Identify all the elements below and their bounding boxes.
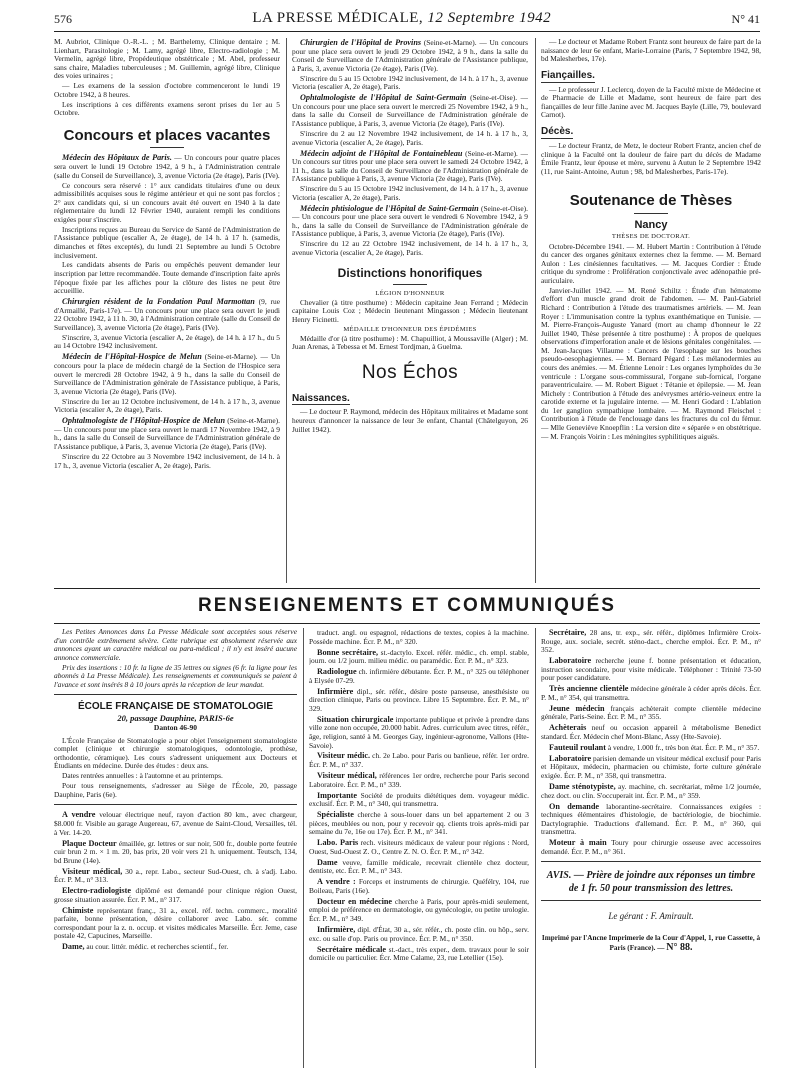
column-rule xyxy=(303,628,304,1068)
classified-text: st.-dact., très exper., dem. travaux pour le soir domicile ou particulier. Écr. Mme Calame, 23, rue Letellier (15e). xyxy=(309,944,529,963)
paragraph: S'inscrire du 5 au 15 Octobre 1942 inclusivement, de 14 h. à 17 h., 3, avenue Victoria (escalier A, 2e étage), Paris. xyxy=(292,184,528,202)
classified-keyword: A vendre xyxy=(62,810,96,820)
text: (Seine-et-Oise). — Un concours pour une place sera ouvert le mercredi 25 Novembre 1942, à 9 h., dans la salle du Conseil de Surveillance de l'Administration générale de l'Assistance publique, à Paris, 3, avenue Victoria (2e étage), Paris (IVe). xyxy=(292,93,528,128)
issue-date: 12 Septembre 1942 xyxy=(427,10,552,26)
classified-keyword: Importante xyxy=(317,790,358,800)
classified-ad xyxy=(309,751,529,769)
classified-text: 28 ans, tr. exp., sér. référ., diplômes Infirmière Croix-Rouge, aux. sociale, secrét. sténo-dact., cherche emploi. Écr. P. M., n° 352. xyxy=(541,628,761,655)
classified-keyword: Spécialiste xyxy=(317,810,354,820)
classified-text: importante publique et privée à prendre dans ville zone non occupée, 20.000 habit. Adres. curriculum avec titres, référ., âge, religion, santé à M. Georges Gay, ingénieur-agronome, Vallons (Hte-Savoie). xyxy=(309,714,529,750)
issue-number: N° 41 xyxy=(731,12,760,26)
subheading-doctorat: THÈSES DE DOCTORAT. xyxy=(611,233,691,241)
paragraph: Chevalier (à titre posthume) : Médecin capitaine Jean Ferrand ; Médecin capitaine Louis Coz ; Médecin lieutenant Mingasson ; Médecin lieutenant Henry Ficinetti. xyxy=(292,297,528,324)
classified-text: cherche à Paris, pour après-midi seulement, emploi de préférence en dermatologie, ou gynécologie, ou petite urologie. Écr. P. M., n° 349. xyxy=(309,896,529,924)
divider xyxy=(54,694,297,695)
classified-ad xyxy=(541,743,761,753)
classified-keyword: Jeune médecin xyxy=(549,703,605,713)
classified-ad xyxy=(309,897,529,924)
paragraph: Pour tous renseignements, s'adresser au Siège de l'École, 20, passage Dauphine, Paris (6e). xyxy=(54,781,297,799)
paragraph: Janvier-Juillet 1942. — M. René Schiltz : Étude d'un hématome d'effort d'un muscle grand droit de l'abdomen. — M. Paul-Gabriel Richard : Contribution à l'étude des traumatismes artériels. — M. Jean Royer : L'immunisation contre la typhus exanthématique en Tunisie. — M. Pierre-François-Auguste Yanard (mort au champ d'honneur le 22 Juillet 1940, Thèse présentée à titre posthume) : À propos de quelques observations d'imperforation anale et de lésions génitales congénitales. — M. Jean-Jacques Villaume : Cancers de l'œsophage sur les bouches pseudo-oesophagiennes. — M. Bernard Pégard : Les mélanodermies au cours des anémies. — M. Étienne Lenoir : Les organes lymphoïdes du 3e ventricule : L'organe sous-commissural, l'organe sub-fornical, l'organe paraventriculaire. — M. Robert Biguet : Tétanie et épilepsie. — M. Jean Michely : Contribution à l'étude des anévrysmes artério-veineux entre la carotide externe et la jugulaire interne. — M. Henri Godard : L'ablation du 1er ganglion sympathique lombaire. — M. Raymond Fleischel : Contribution à l'étude de l'enclouage dans les fractures du col du fémur. — Mlle Geneviève Knoepflin : La version dite « séparée » en obstétrique. — M. François Voirin : Les méningites syphilitiques aiguës. xyxy=(541,285,761,441)
subheading-deces: Décès. xyxy=(541,126,574,138)
classified-text: dipl. d'État, 30 a., sér. référ., ch. poste clin. ou hôp., serv. exc. ou salle d'op. Paris ou province. Écr. P. M., n° 350. xyxy=(309,925,529,943)
classified-ad xyxy=(309,667,529,685)
classified-keyword: Chimiste xyxy=(62,905,94,915)
classified-text: à vendre, 1.000 fr., très bon état. Écr. P. M., n° 357. xyxy=(607,742,760,752)
paragraph: Prix des insertions : 10 fr. la ligne de 35 lettres ou signes (6 fr. la ligne pour les abonnés à La Presse Médicale). Les renseignements et communiqués se paient à l'avance et sont insérés 8 à 10 jours après la réception de leur mandat. xyxy=(54,662,297,689)
classified-ad xyxy=(309,810,529,837)
classified-keyword: Visiteur médical, xyxy=(62,866,123,876)
classified-text: ch. infirmière débutante. Écr. P. M., n° 325 ou téléphoner à Elysée 07-29. xyxy=(309,667,529,685)
classified-ad xyxy=(54,942,297,952)
classified-ad xyxy=(309,648,529,666)
classified-text: veuve, famille médicale, recevrait clientèle chez docteur, dentiste, etc. Écr. P. M., n° 343. xyxy=(309,857,529,876)
classified-keyword: On demande xyxy=(549,801,600,811)
classified-text: traduct. angl. ou espagnol, rédactions de textes, copies à la machine. Possède machine. Écr. P. M., n° 320. xyxy=(309,628,529,646)
classified-ad xyxy=(309,877,529,895)
paragraph: S'inscrire du 2 au 12 Novembre 1942 inclusivement, de 14 h. à 17 h., 3, avenue Victoria (escalier A, 2e étage), Paris. xyxy=(292,128,528,147)
column-middle xyxy=(292,38,528,586)
text: — Un concours pour quatre places sera ouvert le lundi 19 Octobre 1942, à 9 h., à l'Administration centrale (salle du Conseil de Surveillance), 3, avenue Victoria (2e étage), Paris (IVe). xyxy=(54,153,280,180)
classified-keyword: Visiteur médic. xyxy=(317,751,371,761)
classified-text: 30 a., repr. Labo., secteur Sud-Ouest, ch. à s'adj. Labo. Écr. P. M., n° 313. xyxy=(54,866,297,885)
classified-keyword: Infirmière xyxy=(317,686,354,696)
classified-ad xyxy=(309,628,529,646)
classified-ad xyxy=(541,704,761,722)
column-right xyxy=(541,38,761,586)
classified-keyword: Dame, xyxy=(62,942,85,952)
classified-ad xyxy=(54,839,297,866)
paragraph: Les Petites Annonces dans La Presse Médicale sont acceptées sous réserve d'un contrôle extrêmement sévère. Cette rubrique est absolument réservée aux annonces ayant un caractère médical ou para-médical ; il n'y est inséré aucune annonce commerciale. xyxy=(54,628,297,662)
ecole-title: ÉCOLE FRANÇAISE DE STOMATOLOGIE xyxy=(77,701,273,713)
classified-keyword: Moteur à main xyxy=(549,838,607,848)
paragraph: L'École Française de Stomatologie a pour objet l'enseignement stomatologiste complet (clinique et chirurgie stomatologiques, odontologie, prothèse, orthodontie, céramique). Les cours s'adressent uniquement aux Docteurs et Étudiants en médecine. Durée des études : deux ans. xyxy=(54,735,297,771)
column-rule xyxy=(286,38,287,583)
renseignements-title: RENSEIGNEMENTS ET COMMUNIQUÉS xyxy=(54,588,760,624)
section-title-concours: Concours et places vacantes xyxy=(63,126,271,144)
classified-text: ay. machine, ch. secrétariat, même 1/2 journée, chez doct. ou clin. S'occuperait int. Écr. P. M., n° 359. xyxy=(541,781,761,800)
heading: Ophtalmologiste de l'Hôpital-Hospice de Melun xyxy=(62,416,226,426)
paragraph: Ce concours sera réservé : 1° aux candidats titulaires d'une ou deux admissibilités acquises sous le régime antérieur et qui ne sont pas forclos ; 2° aux candidats qui, si un concours avait été ouvert en 1940 à la date réglementaire du lundi 12 Février 1940, auraient rempli les conditions exigées pour s'inscrire. xyxy=(54,180,280,224)
paragraph: — Le docteur et Madame Robert Frantz sont heureux de faire part de la naissance de leur 6e enfant, Marie-Lorraine (Paris, 7 Septembre 1942, 98, bd Malesherbes, 17e). xyxy=(541,38,761,64)
classified-keyword: Achèterais xyxy=(549,723,587,733)
classified-ad xyxy=(54,867,297,885)
heading: Ophtalmologiste de l'Hôpital de Saint-Germain xyxy=(300,93,467,103)
avis-notice: AVIS. — Prière de joindre aux réponses un timbre de 1 fr. 50 pour transmission des lettres. xyxy=(546,870,756,894)
heading: Médecin de l'Hôpital-Hospice de Melun xyxy=(62,352,202,362)
classified-ad xyxy=(309,791,529,809)
classified-text: laborantine-secrétaire. Connaissances exigées : techniques élémentaires d'histologie, de bactériologie, de biochimie. Dactylographie. Traductions d'allemand. Écr. P. M., n° 360, qui transmettra. xyxy=(541,801,761,837)
classified-text: parisien demande un visiteur médical exclusif pour Paris et Hôpitaux, médecin, pharmacien ou chimiste, forte culture générale exigée. Écr. P. M., n° 358, qui transmettra. xyxy=(541,753,761,781)
paragraph: S'inscrire du 22 Octobre au 3 Novembre 1942 inclusivement, de 14 h. à 17 h., 3, avenue Victoria (escalier A, 2e étage), Paris. xyxy=(54,451,280,470)
paragraph: S'inscrire, 3, avenue Victoria (escalier A, 2e étage), de 14 h. à 17 h., du 5 au 14 Octobre 1942 inclusivement. xyxy=(54,332,280,351)
paragraph: — Le professeur J. Leclercq, doyen de la Faculté mixte de Médecine et de Pharmacie de Lille et Madame, sont heureux de faire part des fiançailles de leur fille Janine avec M. Jacques Bayle (Lille, 79, boulevard Carnot). xyxy=(541,84,761,120)
paragraph: — Les examens de la session d'octobre commenceront le lundi 19 Octobre 1942, à 8 heures. xyxy=(54,81,280,99)
gerant-signature: Le gérant : F. Amirault. xyxy=(608,911,694,922)
classified-keyword: Labo. Paris xyxy=(317,838,359,848)
subheading-legion: LÉGION D'HONNEUR xyxy=(375,289,445,297)
text: (Seine-et-Marne). — Un concours pour la place de médecin chargé de la Section de l'Hospice sera ouvert le mercredi 28 Octobre 1942, à 9 h., dans la salle du Conseil de Surveillance de l'Administration générale de l'Assistance publique, à Paris, 3, avenue Victoria (2e étage), Paris (IVe). xyxy=(54,352,280,396)
text: (9, rue d'Armaillé, Paris-17e). — Un concours pour une place sera ouvert le jeudi 22 Octobre 1942, à 11 h. 30, à l'Administration centrale (salle du Conseil de Surveillance), 3, avenue Victoria (2e étage), Paris (IVe). xyxy=(54,297,280,332)
text: (Seine-et-Marne). — Un concours pour une place sera ouvert le mardi 17 Novembre 1942, à 9 h., dans la salle du Conseil de Surveillance de l'Administration générale de l'Assistance publique, à Paris, 3, avenue Victoria (2e étage), Paris (IVe). xyxy=(54,416,280,451)
divider xyxy=(393,284,427,285)
journal-name: LA PRESSE MÉDICALE, xyxy=(252,10,424,26)
column-rule xyxy=(535,38,536,583)
classified-keyword: Docteur en médecine xyxy=(317,896,393,906)
text: (Seine-et-Oise). — Un concours pour une place sera ouvert le vendredi 6 Novembre 1942, à 9 h., dans la salle du Conseil de Surveillance de l'Administration générale de l'Assistance publique, à Paris, 3, avenue Victoria (2e étage), Paris (IVe). xyxy=(292,203,528,239)
classified-text: dipl., sér. référ., désire poste panseuse, anesthésiste ou direction clinique, Paris ou province. Libre 15 Septembre. Écr. P. M., n° 329. xyxy=(309,686,529,713)
classified-ad xyxy=(309,687,529,714)
classified-text: représentant franç., 31 a., excel. réf. techn. commerc., moralité parfaite, bonne présentation, désire collaborer avec Labo. sér. comme correspondant pour la z. n. occup. et visites médicales Marseille. Écr. Jeme, case postale 42, Capucines, Marseille. xyxy=(54,905,297,941)
classified-ad xyxy=(54,906,297,941)
classified-text: recherche jeune f. bonne présentation et éducation, instruction secondaire, pour visite médicale. Téléphoner : Trinité 73-50 pour poser candidature. xyxy=(541,656,761,683)
classified-text: références 1er ordre, recherche pour Paris second Laboratoire. Écr. P. M., n° 339. xyxy=(309,771,529,789)
paragraph: — Le docteur Frantz, de Metz, le docteur Robert Frantz, ancien chef de clinique à la Faculté ont la douleur de faire part du décès de Madame Émile Frantz, leur épouse et mère, survenu à Autun le 2 Septembre 1942 (11, rue Saint-Antoine, Autun ; 98, bd Malesherbes, Paris-17e). xyxy=(541,141,761,176)
paragraph: M. Aubriot, Clinique O.-R.-L. ; M. Barthelemy, Clinique dentaire ; M. Lienhart, Parasitologie ; M. Lamy, agrégé libre, Electro-radiologie ; M. Vermelin, agrégé libre, Propédeutique obstétricale ; M. Abel, professeur sans chaire, Maladies tuberculeuses ; M. Guillemin, agrégé libre, Clinique des voies urinaires ; xyxy=(54,38,280,81)
classified-keyword: Radiologue xyxy=(317,667,357,677)
classified-list xyxy=(54,810,297,952)
divider xyxy=(54,804,297,805)
divider xyxy=(150,147,184,148)
section-title-echos: Nos Échos xyxy=(361,361,459,383)
subheading-naissances: Naissances. xyxy=(292,392,350,404)
paragraph: Les candidats absents de Paris ou empêchés peuvent demander leur inscription par lettre recommandée. Toute demande d'inscription faite après l'époque fixée par les affiches pour la clôture des listes ne peut être accueillie. xyxy=(54,260,280,296)
classified-text: français achèterait compte clientèle médecine générale, Paris-Seine. Écr. P. M., n° 355. xyxy=(541,703,761,722)
classified-ad xyxy=(541,802,761,837)
classified-text: Toury pour chirurgie osseuse avec accessoires demandé. Écr. P. M., n° 361. xyxy=(541,838,761,856)
ads-column-left xyxy=(54,628,297,1076)
classified-keyword: Visiteur médical, xyxy=(317,771,377,781)
page-header xyxy=(54,8,760,32)
section-title-theses: Soutenance de Thèses xyxy=(569,192,733,210)
classified-keyword: Situation chirurgicale xyxy=(317,714,394,724)
paragraph: S'inscrire du 5 au 15 Octobre 1942 inclusivement, de 14 h. à 17 h., 3, avenue Victoria (escalier A, 2e étage), Paris. xyxy=(292,73,528,92)
classified-keyword: Electro-radiologiste xyxy=(62,886,131,896)
classified-ad xyxy=(309,945,529,963)
heading: Médecin adjoint de l'Hôpital de Fontainebleau xyxy=(300,148,463,158)
printer-number: N° 88. xyxy=(666,942,693,954)
classified-list xyxy=(309,628,529,963)
classified-keyword: Plaque Docteur xyxy=(62,838,117,848)
printer-text: Imprimé par l'Ancne Imprimerie de la Cour d'Appel, 1, rue Cassette, à Paris (France). — xyxy=(541,933,761,953)
text: (Seine-et-Marne). — Un concours pour une place sera ouvert le jeudi 29 Octobre 1942, à 9 h., dans la salle du Conseil de Surveillance de l'Administration générale de l'Assistance publique, à Paris, 3, avenue Victoria (2e étage), Paris (IVe). xyxy=(292,38,528,73)
paragraph: Médaille d'or (à titre posthume) : M. Chapuilliot, à Moussaville (Alger) ; M. Juan Arenas, à Tebessa et M. Ernest Tordjman, à Guelma. xyxy=(292,333,528,352)
paragraph: S'inscrire du 12 au 22 Octobre 1942 inclusivement, de 14 h. à 17 h., 3, avenue Victoria (escalier A, 2e étage), Paris. xyxy=(292,239,528,258)
classified-ad xyxy=(541,723,761,741)
ecole-telephone: Danton 46-90 xyxy=(153,722,198,732)
classified-keyword: Laboratoire xyxy=(549,656,592,666)
printer-imprint xyxy=(541,934,761,954)
classified-keyword: Très ancienne clientèle xyxy=(549,684,629,694)
classified-ad xyxy=(54,810,297,837)
classified-list xyxy=(541,628,761,856)
page-number: 576 xyxy=(54,12,72,26)
paragraph: S'inscrire du 1er au 12 Octobre inclusivement, de 14 h. à 17 h., 3, avenue Victoria (escalier A, 2e étage), Paris. xyxy=(54,396,280,415)
text: (Seine-et-Marne). — Un concours sur titres pour une place sera ouvert le samedi 24 Octobre 1942, à 11 h., dans la salle du Conseil de Surveillance de l'Administration générale de l'Assistance publique à Paris, 3, avenue Victoria (2e étage), Paris (IVe). xyxy=(292,148,528,184)
classified-text: médecine générale à céder après décès. Écr. P. M., n° 354, qui transmettra. xyxy=(541,684,761,702)
journal-title xyxy=(252,10,551,27)
classified-ad xyxy=(309,771,529,789)
classified-ad xyxy=(309,925,529,943)
classified-keyword: Dame xyxy=(317,857,338,867)
ads-column-right xyxy=(541,628,761,1076)
classified-ad xyxy=(54,886,297,904)
classified-keyword: A vendre : xyxy=(317,877,356,887)
classified-ad xyxy=(541,838,761,856)
column-rule xyxy=(535,628,536,1068)
classified-ad xyxy=(541,782,761,800)
divider xyxy=(541,861,761,862)
paragraph: Dates rentrées annuelles : à l'automne et au printemps. xyxy=(62,771,223,781)
classified-ad xyxy=(541,628,761,655)
classified-ad xyxy=(541,754,761,781)
paragraph: Octobre-Décembre 1941. — M. Hubert Martin : Contribution à l'étude du cancer des organes génitaux externes chez la femme. — M. Bernard Aulon : Les cinésiennes facultatives. — M. Jacques Cordier : Étude critique du syndrome : Prolifération conjonctivale avec adénopathie pré-auriculaire. xyxy=(541,241,761,285)
classified-ad xyxy=(541,656,761,683)
heading: Médecin des Hôpitaux de Paris. xyxy=(62,153,172,163)
divider xyxy=(541,900,761,901)
classified-text: au cour. littér. médic. et recherches scientif., fer. xyxy=(86,942,229,952)
heading: Chirurgien résident de la Fondation Paul Marmottan xyxy=(62,297,255,307)
column-left xyxy=(54,38,280,586)
classified-keyword: Laboratoire xyxy=(549,753,592,763)
classified-keyword: Dame sténotypiste, xyxy=(549,781,616,791)
classified-keyword: Fauteuil roulant xyxy=(549,742,606,752)
ecole-address: 20, passage Dauphine, PARIS-6e xyxy=(117,713,234,724)
heading: Chirurgien de l'Hôpital de Provins xyxy=(300,38,422,47)
classified-text: velouar électrique neuf, rayon d'action 80 km., avec chargeur, $8.000 fr. Visible au garage Augereau, 67, avenue de Saint-Cloud, Versailles, tél. à Ver. 14-20. xyxy=(54,810,297,837)
ads-column-middle xyxy=(309,628,529,1076)
classified-text: cherche à sous-louer dans un bel appartement 2 ou 3 pièces, meublées ou non, pour y recevoir qq. clients trois après-midi par semaine du 7e, 16e ou 17e). Écr. P. M., n° 341. xyxy=(309,810,529,837)
classified-text: st.-dactylo. Excel. référ. médic., ch. empl. stable, journ. ou 1/2 journ. milieu médic. ou paramédic. Écr. P. M., n° 323. xyxy=(309,647,529,666)
section-title-distinctions: Distinctions honorifiques xyxy=(337,265,483,280)
subheading-medaille: MÉDAILLE D'HONNEUR DES ÉPIDÉMIES xyxy=(343,325,477,333)
paragraph: Inscriptions reçues au Bureau du Service de Santé de l'Administration de l'Assistance publique (escalier A, 2e étage), de 14 h. à 17 h. (samedis, dimanches et fêtes exceptés), du lundi 21 Septembre au lundi 5 Octobre inclusivement. xyxy=(54,224,280,260)
paragraph: Les inscriptions à ces différents examens seront prises du 1er au 5 Octobre. xyxy=(54,99,280,118)
classified-text: diplômé est demandé pour clinique région Ouest, grosse situation assurée. Écr. P. M., n° 317. xyxy=(54,886,297,904)
classified-text: Société de produits diététiques dem. voyageur médic. exclusif. Écr. P. M., n° 340, qui transmettra. xyxy=(309,790,529,809)
paragraph: — Le docteur P. Raymond, médecin des Hôpitaux militaires et Madame sont heureux d'annoncer la naissance de leur 3e enfant, Chantal (Châtelguyon, 26 Juillet 1942). xyxy=(292,407,528,434)
classified-keyword: Secrétaire médicale xyxy=(317,944,387,954)
classified-keyword: Infirmière, xyxy=(317,925,356,934)
divider xyxy=(634,213,668,214)
classified-text: ch. 2e Labo. pour Paris ou banlieue, référ. 1er ordre. Écr. P. M., n° 337. xyxy=(309,751,529,770)
classified-ad xyxy=(541,684,761,702)
classified-keyword: Bonne secrétaire, xyxy=(317,647,379,657)
subheading-fiancailles: Fiançailles. xyxy=(541,70,595,82)
classified-text: rech. visiteurs médicaux de valeur pour régions : Nord, Ouest, Sud-Ouest Z. O., Centre Z. N. O. Écr. P. M., n° 342. xyxy=(309,838,529,856)
classified-text: émaillée, gr. lettres or sur noir, 500 fr., double porte feutrée cuir brun 2 m. × 1 m. 20, bas prix, 20 voir vers 21 h. uniquement. Teutsch, 134, bd Brune (14e). xyxy=(54,838,297,865)
classified-text: Forceps et instruments de chirurgie. Quéfélry, 104, rue Boileau, Paris (16e). xyxy=(309,877,529,895)
city-heading: Nancy xyxy=(634,218,668,231)
classified-ad xyxy=(309,858,529,876)
heading: Médecin phtisiologue de l'Hôpital de Saint-Germain xyxy=(300,203,479,213)
classified-text: neuf ou occasion appareil à métabolisme Benedict standard. Écr. Médecin chef Mont-Blanc, Assy (Hte-Savoie). xyxy=(541,723,761,741)
classified-keyword: Secrétaire, xyxy=(549,628,587,637)
classified-ad xyxy=(309,715,529,750)
classified-ad xyxy=(309,838,529,856)
